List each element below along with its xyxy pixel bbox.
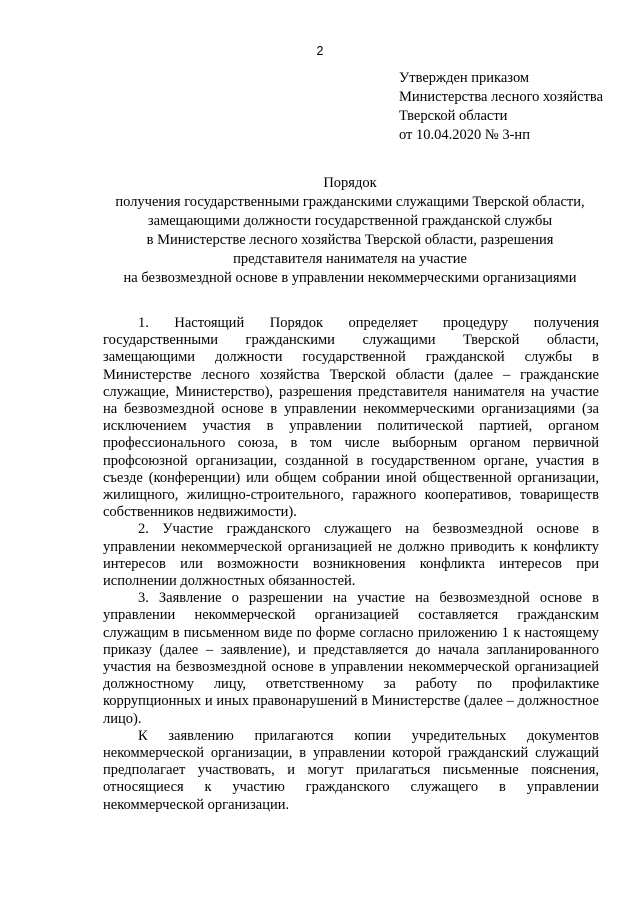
paragraph-3: 3. Заявление о разрешении на участие на безвозмездной основе в управлении некоммерческой организацией составляется гражданским служащим в письменном виде по форме согласно приложению 1 к настоящему приказу (далее – заявление), и представляется до начала запланированного участия на безвозмездной основе в управлении некоммерческой организацией должностному лицу, ответственному за работу по профилактике коррупционных и иных правонарушений в Министерстве (далее – должностное лицо). [103, 590, 599, 727]
approval-line: Тверской области [399, 108, 508, 124]
document-title [90, 174, 610, 288]
approval-block [399, 69, 603, 145]
paragraph-2: 2. Участие гражданского служащего на безвозмездной основе в управлении некоммерческой организацией не должно приводить к конфликту интересов или возможности возникновения конфликта интересов при исполнении должностных обязанностей. [103, 521, 599, 590]
approval-line: Министерства лесного хозяйства [399, 89, 604, 105]
title-line: представителя нанимателя на участие [233, 251, 467, 267]
approval-line: от 10.04.2020 № 3-нп [399, 127, 530, 143]
approval-line: Утвержден приказом [399, 70, 530, 86]
title-line: в Министерстве лесного хозяйства Тверской области, разрешения [146, 232, 554, 248]
page-number: 2 [316, 44, 324, 58]
title-line: получения государственными гражданскими служащими Тверской области, [115, 194, 585, 210]
paragraph-4: К заявлению прилагаются копии учредительных документов некоммерческой организации, в управлении которой гражданский служащий предполагает участвовать, и могут прилагаться письменные пояснения, относящиеся к участию гражданского служащего в управлении некоммерческой организации. [103, 727, 599, 813]
paragraph-1: 1. Настоящий Порядок определяет процедуру получения государственными гражданскими служащими Тверской области, замещающими должности государственной гражданской службы в Министерстве лесного хозяйства Тверской области (далее – гражданские служащие, Министерство), разрешения представителя нанимателя на участие на безвозмездной основе в управлении некоммерческими организациями (за исключением участия в управлении политической партией, органом профессионального союза, в том числе выборным органом первичной профсоюзной организации, созданной в государственном органе, участия в съезде (конференции) или общем собрании иной общественной организации, жилищного, жилищно-строительного, гаражного кооперативов, товариществ собственников недвижимости). [103, 315, 599, 521]
title-line: на безвозмездной основе в управлении некоммерческими организациями [123, 270, 577, 286]
document-body [103, 315, 599, 814]
title-line: замещающими должности государственной гражданской службы [147, 213, 553, 229]
title-heading: Порядок [323, 175, 377, 191]
